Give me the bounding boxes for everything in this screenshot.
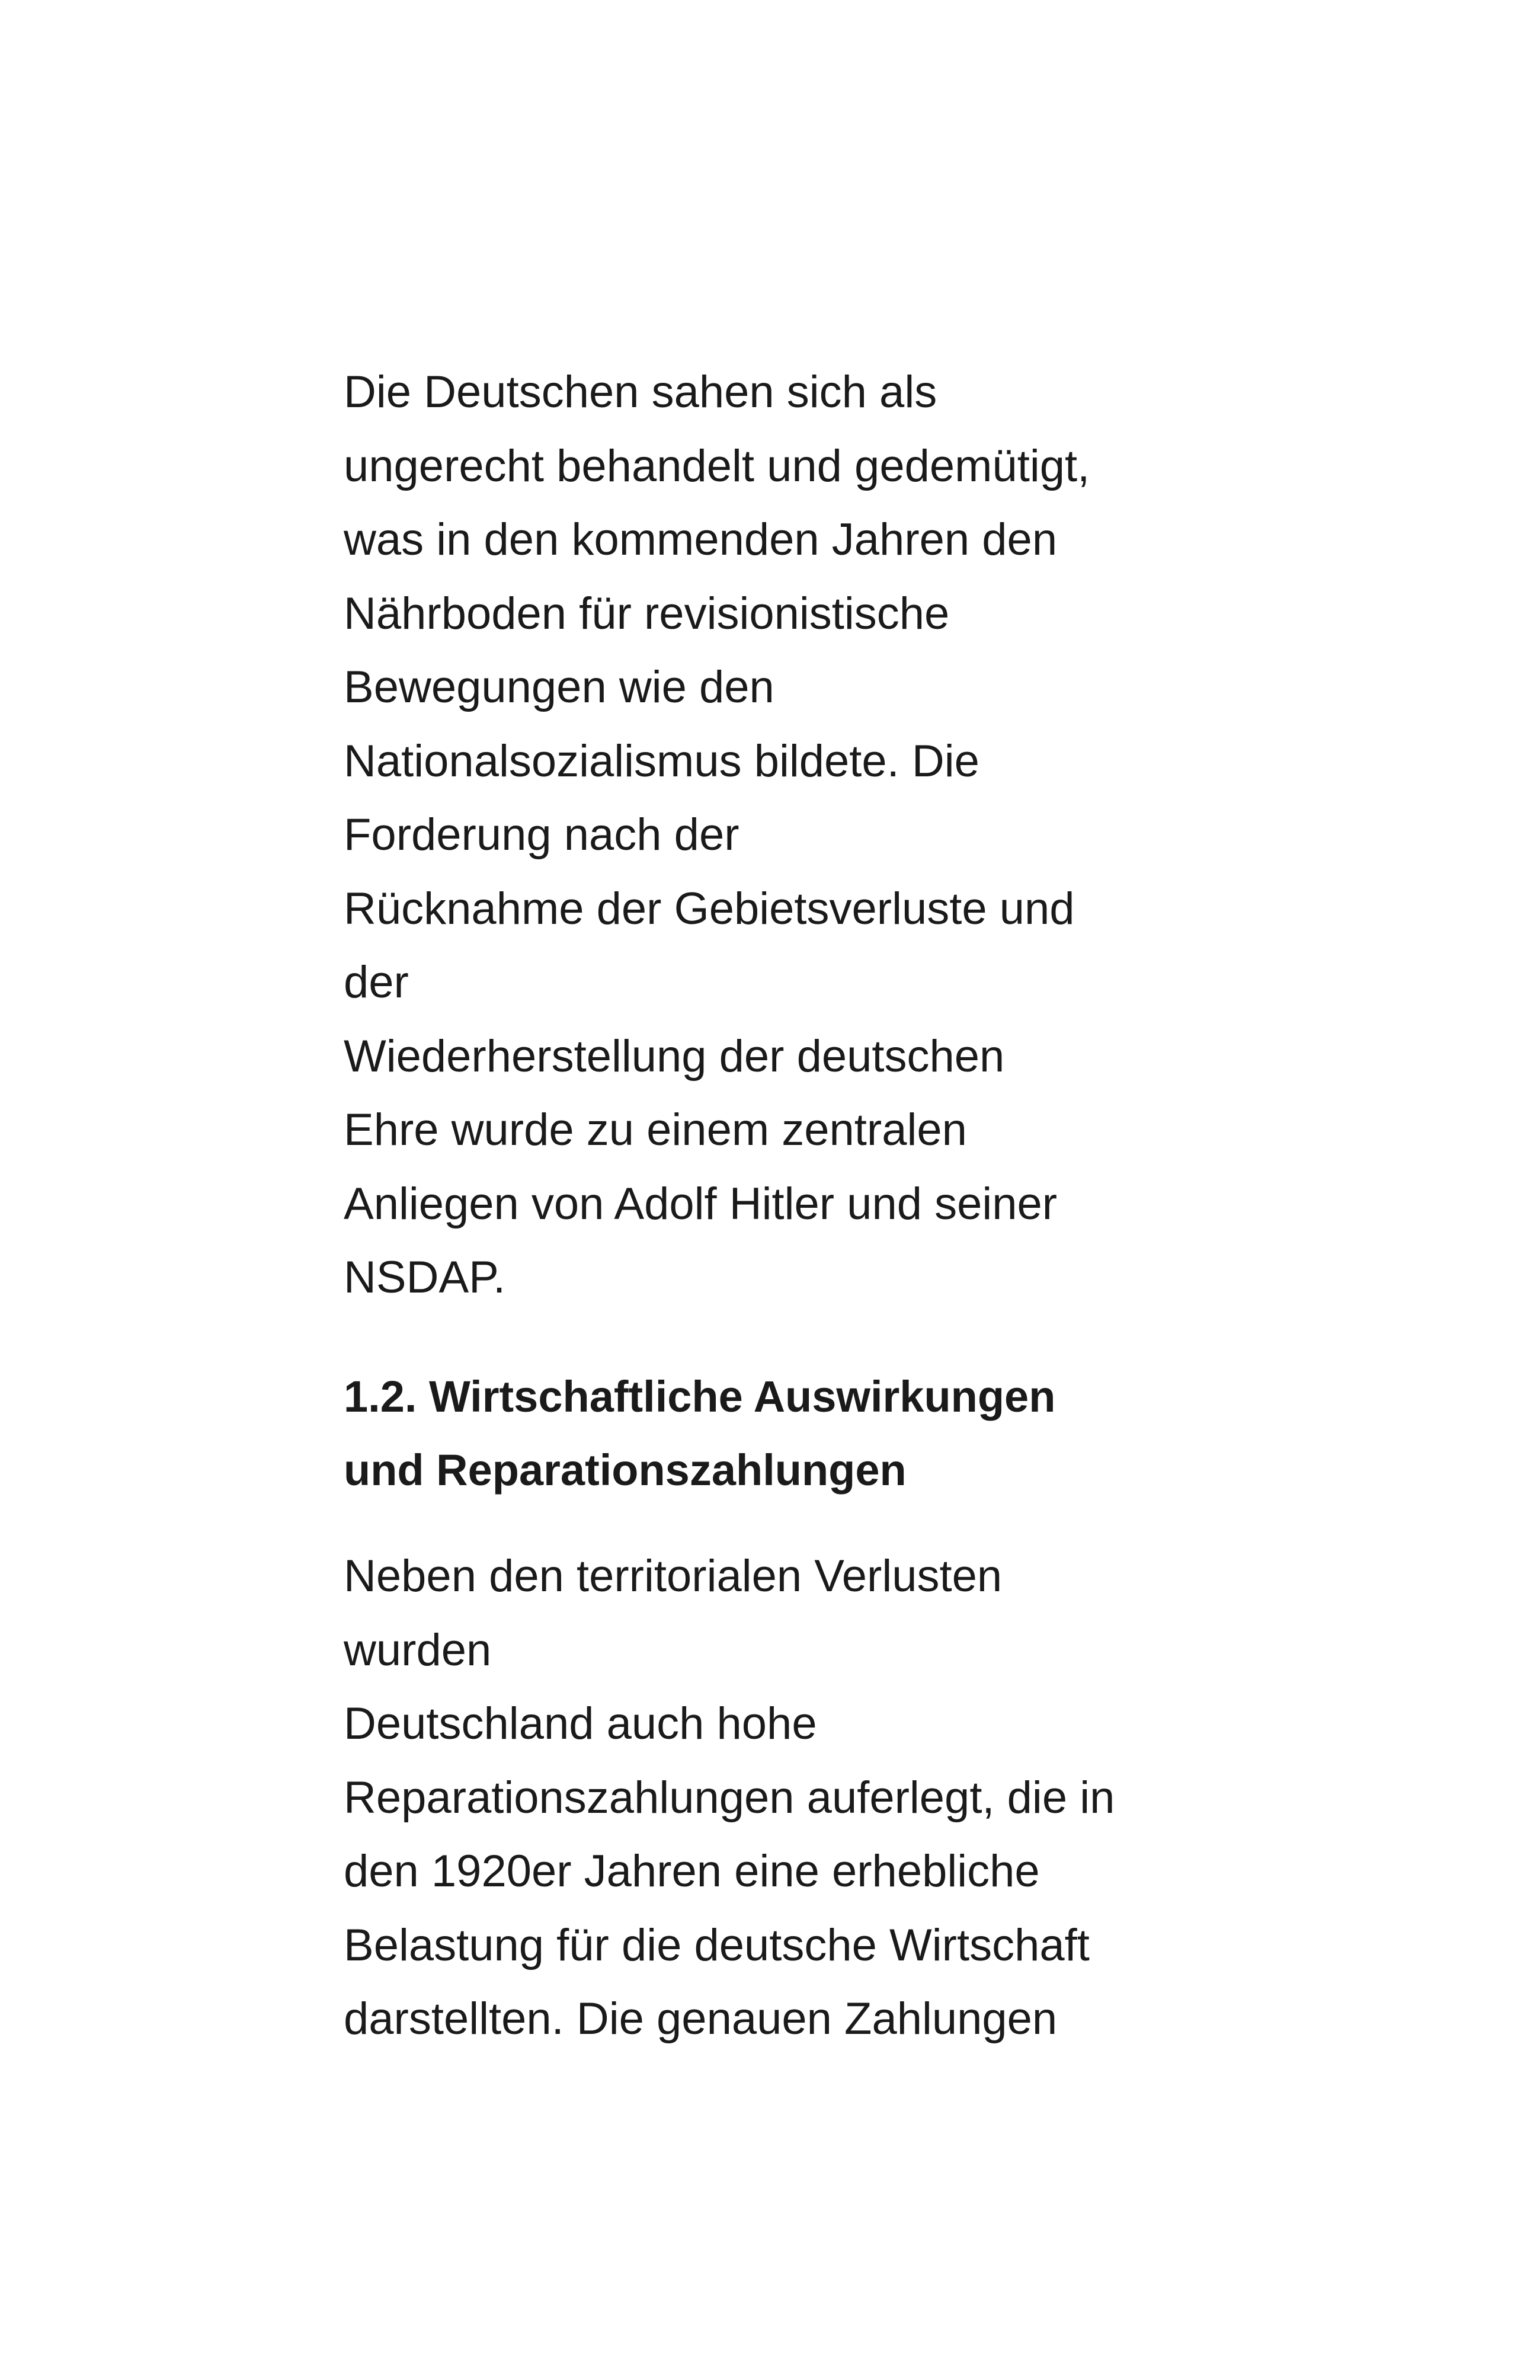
text-line: Anliegen von Adolf Hitler und seiner — [344, 1178, 1058, 1229]
text-line: ungerecht behandelt und gedemütigt, — [344, 440, 1090, 491]
heading-line: und Reparationszahlungen — [344, 1445, 907, 1495]
text-line: Die Deutschen sahen sich als — [344, 367, 937, 417]
text-line: der — [344, 957, 409, 1007]
text-line: Ehre wurde zu einem zentralen — [344, 1105, 967, 1155]
text-line: Bewegungen wie den — [344, 662, 774, 712]
text-line: Reparationszahlungen auferlegt, die in — [344, 1772, 1115, 1823]
body-paragraph-1 — [344, 356, 1232, 1315]
text-line: was in den kommenden Jahren den — [344, 514, 1058, 565]
text-line: Forderung nach der — [344, 810, 739, 860]
text-line: Neben den territorialen Verlusten — [344, 1551, 1003, 1601]
text-line: Wiederherstellung der deutschen — [344, 1031, 1005, 1082]
section-heading — [344, 1360, 1232, 1507]
heading-line: 1.2. Wirtschaftliche Auswirkungen — [344, 1372, 1056, 1421]
body-paragraph-2 — [344, 1540, 1232, 2056]
text-line: den 1920er Jahren eine erhebliche — [344, 1846, 1040, 1896]
text-line: Belastung für die deutsche Wirtschaft — [344, 1920, 1090, 1970]
text-line: wurden — [344, 1624, 492, 1675]
text-line: darstellten. Die genauen Zahlungen — [344, 1994, 1058, 2044]
text-line: NSDAP. — [344, 1252, 506, 1303]
text-line: Rücknahme der Gebietsverluste und — [344, 883, 1075, 934]
text-line: Deutschland auch hohe — [344, 1698, 817, 1749]
text-line: Nährboden für revisionistische — [344, 588, 950, 639]
text-line: Nationalsozialismus bildete. Die — [344, 735, 979, 786]
